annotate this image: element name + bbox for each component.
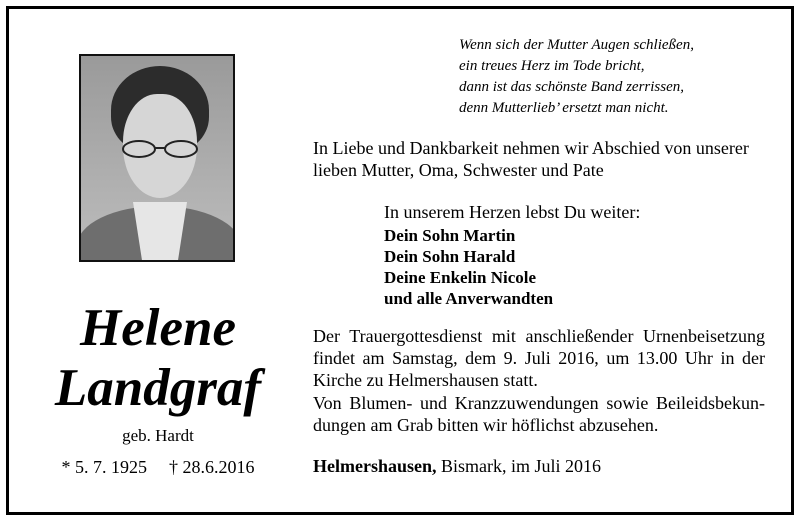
signature-place: Helmershausen, bbox=[313, 456, 437, 476]
poem-line: ein treues Herz im Tode bricht, bbox=[459, 58, 645, 74]
signature-rest: Bismark, im Juli 2016 bbox=[441, 456, 602, 476]
flowers-text: Von Blumen- und Kranzzuwendungen sowie Beileidsbekundungen am Grab bitten wir höflichst abzusehen. bbox=[313, 393, 765, 435]
poem-line: dann ist das schönste Band zerrissen, bbox=[459, 79, 684, 95]
family-member: Dein Sohn Harald bbox=[384, 247, 516, 266]
poem-line: denn Mutterlieb’ ersetzt man nicht. bbox=[459, 100, 669, 116]
first-name: Helene bbox=[80, 299, 236, 357]
poem-line: Wenn sich der Mutter Augen schließen, bbox=[459, 37, 694, 53]
family-list bbox=[384, 225, 553, 309]
last-name: Landgraf bbox=[54, 359, 262, 417]
family-member: Dein Sohn Martin bbox=[384, 226, 516, 245]
birth-date: * 5. 7. 1925 bbox=[61, 457, 147, 477]
death-date: † 28.6.2016 bbox=[169, 457, 255, 477]
photo-collar bbox=[133, 202, 187, 262]
glasses-icon bbox=[119, 138, 203, 160]
maiden-name: geb. Hardt bbox=[122, 426, 194, 445]
poem bbox=[459, 35, 694, 119]
heart-line: In unserem Herzen lebst Du weiter: bbox=[384, 202, 641, 222]
intro-text: In Liebe und Dankbarkeit nehmen wir Abschied von unserer lieben Mutter, Oma, Schwester und Pate bbox=[313, 138, 749, 180]
life-dates bbox=[40, 457, 276, 478]
portrait-photo bbox=[79, 54, 235, 262]
service-text: Der Trauergottesdienst mit anschließender Urnenbeisetzung findet am Samstag, dem 9. Juli 2016, um 13.00 Uhr in der Kirche zu Helmershausen statt. bbox=[313, 326, 765, 390]
family-member: und alle Anverwandten bbox=[384, 289, 554, 308]
signature-line bbox=[313, 456, 601, 477]
family-member: Deine Enkelin Nicole bbox=[384, 268, 537, 287]
